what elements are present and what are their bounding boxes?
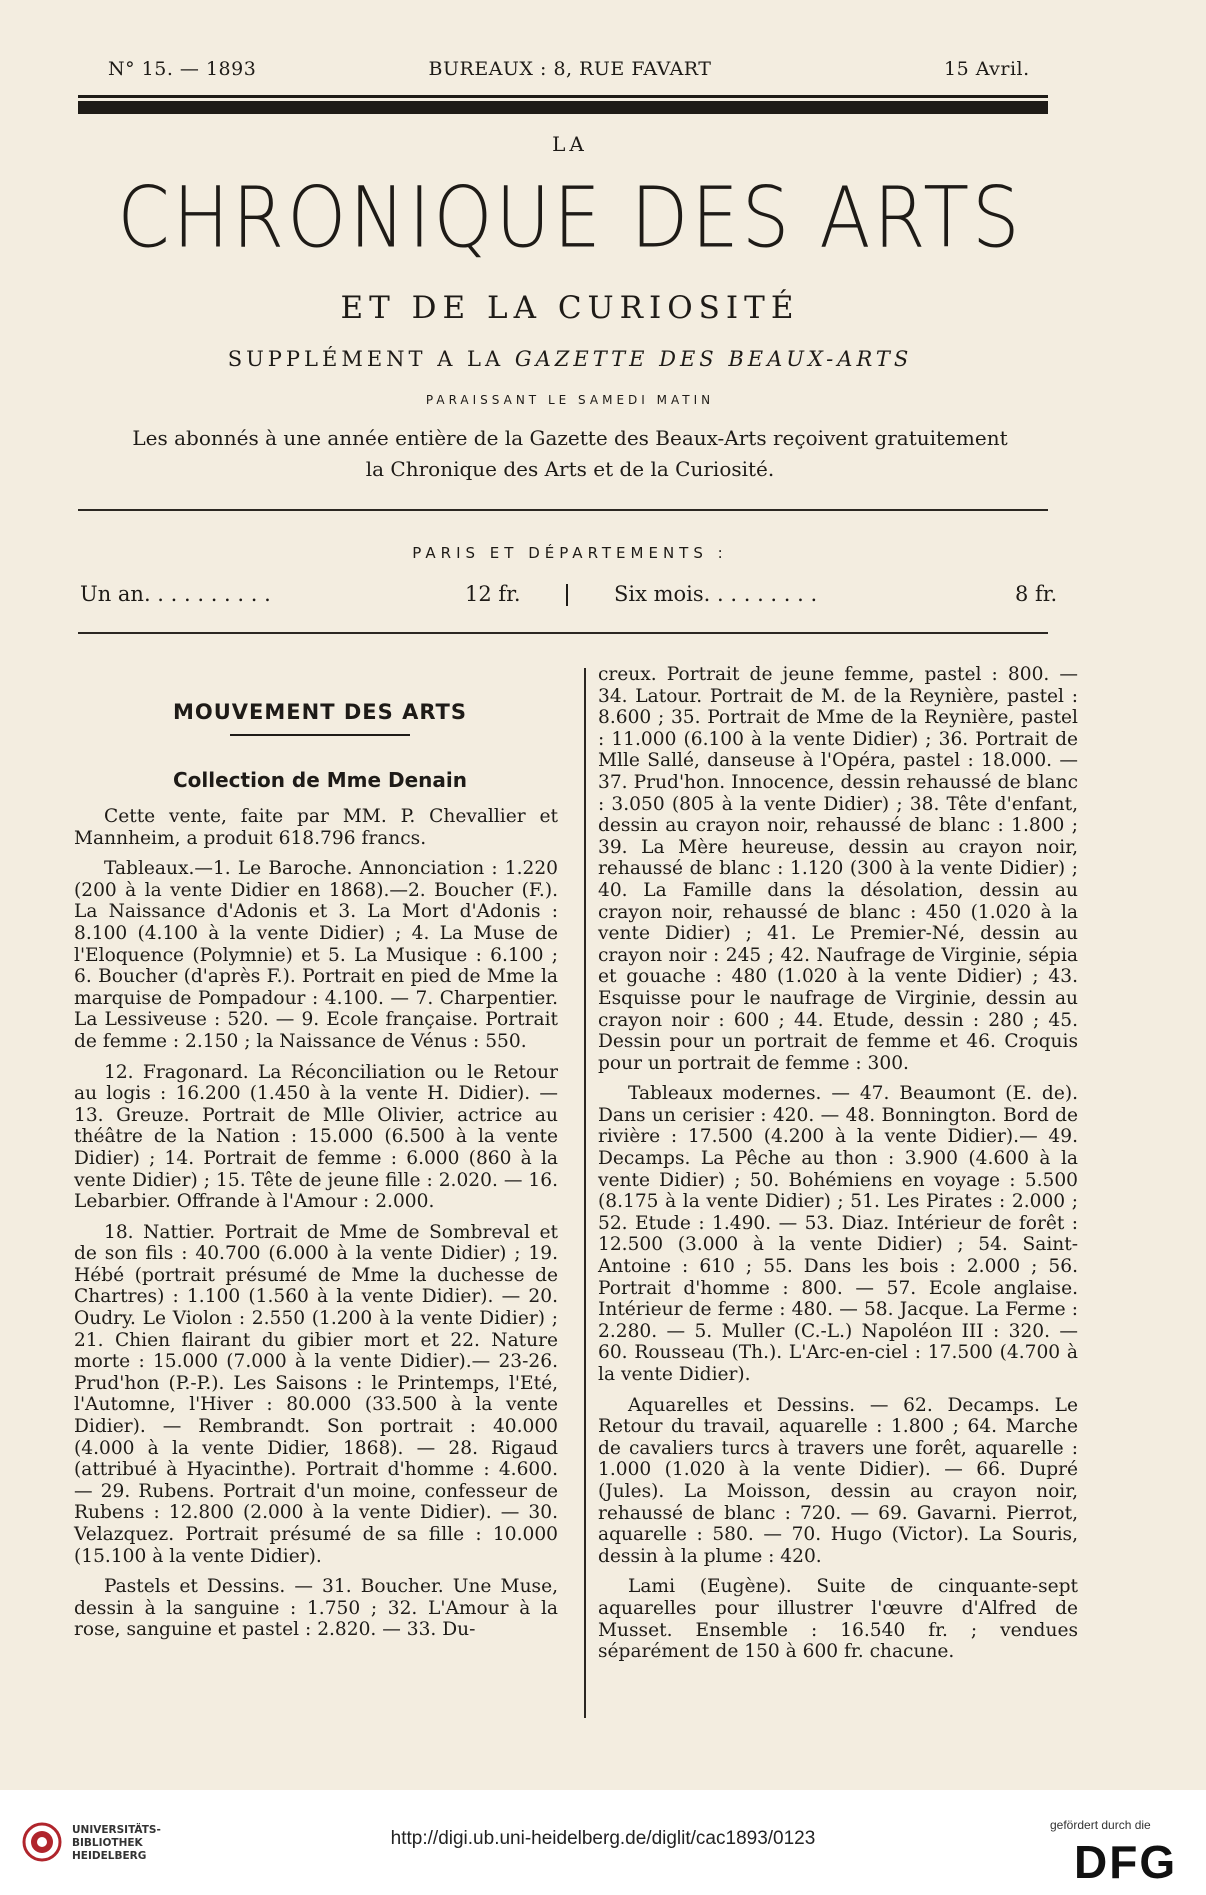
issue-date: 15 Avril. <box>944 58 1030 80</box>
subscriber-notice <box>40 423 1100 485</box>
issue-number: N° 15. — 1893 <box>108 58 257 80</box>
subscription-rule <box>78 632 1048 634</box>
left-paragraph: 12. Fragonard. La Réconciliation ou le Retour au logis : 16.200 (1.450 à la vente H. Didier). — 13. Greuze. Portrait de Mlle Olivier, actrice au théâtre de la Nation : 15.000 (6.500 à la vente Didier) ; 14. Portrait de femme : 6.000 (860 à la vente Didier) ; 15. Tête de jeune fille : 2.020. — 16. Lebarbier. Offrande à l'Amour : 2.000. <box>74 1061 558 1213</box>
masthead-rule-bar <box>78 101 1048 114</box>
notice-line-1: Les abonnés à une année entière de la Gazette des Beaux-Arts reçoivent gratuitement <box>132 426 1008 450</box>
left-paragraph: Pastels et Dessins. — 31. Boucher. Une Muse, dessin à la sanguine : 1.750 ; 32. L'Amour à la rose, sanguine et pastel : 2.820. — 33. Du- <box>74 1576 558 1641</box>
right-paragraph: Lami (Eugène). Suite de cinquante-sept aquarelles pour illustrer l'œuvre d'Alfred de Musset. Ensemble : 16.540 fr. ; vendues séparément de 150 à 600 fr. chacune. <box>598 1576 1078 1663</box>
left-paragraph: 18. Nattier. Portrait de Mme de Sombreval et de son fils : 40.700 (6.000 à la vente Didier) ; 19. Hébé (portrait présumé de Mme la duchesse de Chartres) : 1.100 (1.560 à la vente Didier). — 20. Oudry. Le Violon : 2.550 (1.200 à la vente Didier) ; 21. Chien flairant du gibier mort et 22. Nature morte : 15.000 (7.000 à la vente Didier).— 23-26. Prud'hon (P.-P.). Les Saisons : le Printemps, l'Eté, l'Automne, l'Hiver : 80.000 (33.500 à la vente Didier). — Rembrandt. Son portrait : 40.000 (4.000 à la vente Didier, 1868). — 28. Rigaud (attribué à Hyacinthe). Portrait d'homme : 4.600. — 29. Rubens. Portrait d'un moine, confesseur de Rubens : 12.800 (2.000 à la vente Didier). — 30. Velazquez. Portrait présumé de sa fille : 10.000 (15.100 à la vente Didier). <box>74 1221 558 1567</box>
right-paragraph: Tableaux modernes. — 47. Beaumont (E. de). Dans un cerisier : 420. — 48. Bonnington. Bord de rivière : 17.500 (4.200 à la vente Didier).— 49. Decamps. La Pêche au thon : 3.900 (4.600 à la vente Didier) ; 50. Bohémiens en voyage : 5.500 (8.175 à la vente Didier) ; 51. Les Pirates : 2.000 ; 52. Etude : 1.490. — 53. Diaz. Intérieur de forêt : 12.500 (3.000 à la vente Didier) ; 54. Saint-Antoine : 610 ; 55. Dans les bois : 2.000 ; 56. Portrait d'homme : 800. — 57. Ecole anglaise. Intérieur de ferme : 480. — 58. Jacque. La Ferme : 2.280. — 5. Muller (C.-L.) Napoléon III : 320. — 60. Rousseau (Th.). L'Arc-en-ciel : 17.500 (4.700 à la vente Didier). <box>598 1083 1078 1385</box>
left-paragraph: Tableaux.—1. Le Baroche. Annonciation : 1.220 (200 à la vente Didier en 1868).—2. Boucher (F.). La Naissance d'Adonis et 3. La Mort d'Adonis : 8.100 (4.100 à la vente Didier) ; 4. La Muse de l'Eloquence (Polymnie) et 5. La Musique : 6.100 ; 6. Boucher (d'après F.). Portrait en pied de Mme la marquise de Pompadour : 4.100. — 7. Charpentier. La Lessiveuse : 520. — 9. Ecole française. Portrait de femme : 2.150 ; la Naissance de Vénus : 550. <box>74 858 558 1052</box>
six-month-price: 8 fr. <box>1015 582 1058 606</box>
publication-schedule: PARAISSANT LE SAMEDI MATIN <box>425 393 715 407</box>
notice-line-2: la Chronique des Arts et de la Curiosité. <box>365 457 775 481</box>
left-paragraph: Cette vente, faite par MM. P. Chevallier et Mannheim, a produit 618.796 francs. <box>74 806 558 849</box>
year-subscription-label: Un an. . . . . . . . . . <box>80 582 271 606</box>
right-column <box>598 664 1078 1672</box>
subscription-heading: PARIS ET DÉPARTEMENTS : <box>412 544 728 562</box>
funded-by-text: gefördert durch die <box>1050 1818 1151 1832</box>
masthead-rule-top <box>78 95 1048 98</box>
six-month-label: Six mois. . . . . . . . . <box>614 582 818 606</box>
permalink-url[interactable]: http://digi.ub.uni-heidelberg.de/diglit/cac1893/0123 <box>390 1828 816 1849</box>
logo-line-1: UNIVERSITÄTS- <box>72 1824 161 1836</box>
column-divider <box>584 668 586 1718</box>
supplement-name: GAZETTE DES BEAUX-ARTS <box>514 347 913 371</box>
journal-article-la: LA <box>552 132 588 156</box>
journal-subtitle: ET DE LA CURIOSITÉ <box>340 290 800 326</box>
left-column <box>74 806 558 1650</box>
right-paragraph: Aquarelles et Dessins. — 62. Decamps. Le Retour du travail, aquarelle : 1.800 ; 64. Marche de cavaliers turcs à travers une forêt, aquarelle : 1.000 (1.020 à la vente Didier). — 66. Dupré (Jules). La Moisson, dessin au crayon noir, rehaussé de blanc : 720. — 69. Gavarni. Pierrot, aquarelle : 580. — 70. Hugo (Victor). La Souris, dessin à la plume : 420. <box>598 1394 1078 1567</box>
collection-title: Collection de Mme Denain <box>172 768 467 792</box>
logo-line-2: BIBLIOTHEK <box>72 1837 143 1849</box>
right-paragraph: creux. Portrait de jeune femme, pastel : 800. — 34. Latour. Portrait de M. de la Reynière, pastel : 8.600 ; 35. Portrait de Mme de la Reynière, pastel : 11.000 (6.100 à la vente Didier) ; 36. Portrait de Mlle Sallé, danseuse à l'Opéra, pastel : 18.000. — 37. Prud'hon. Innocence, dessin rehaussé de blanc : 3.050 (805 à la vente Didier) ; 38. Tête d'enfant, dessin au crayon noir, rehaussé de blanc : 1.800 ; 39. La Mère heureuse, dessin au crayon noir, rehaussé de blanc : 1.120 (300 à la vente Didier) ; 40. La Famille dans la désolation, dessin au crayon noir, rehaussé de blanc : 450 (1.020 à la vente Didier) ; 41. Le Premier-Né, dessin au crayon noir : 245 ; 42. Naufrage de Virginie, sépia et gouache : 480 (1.020 à la vente Didier) ; 43. Esquisse pour le naufrage de Virginie, dessin au crayon noir : 600 ; 44. Etude, dessin : 280 ; 45. Dessin pour un portrait de femme et 46. Croquis pour un portrait de femme : 300. <box>598 664 1078 1074</box>
price-divider <box>566 584 568 606</box>
masthead-rule-bottom <box>78 509 1048 511</box>
section-title: MOUVEMENT DES ARTS <box>173 700 467 724</box>
year-subscription-price: 12 fr. <box>465 582 521 606</box>
supplement-prefix: SUPPLÉMENT A LA <box>227 347 505 371</box>
logo-line-3: HEIDELBERG <box>72 1850 147 1862</box>
journal-title: CHRONIQUE DES ARTS <box>117 168 1023 267</box>
supplement-line <box>0 347 1140 371</box>
section-underline <box>230 734 410 736</box>
bureaux-address: BUREAUX : 8, RUE FAVART <box>428 58 712 80</box>
dfg-logo: DFG <box>1074 1836 1178 1888</box>
